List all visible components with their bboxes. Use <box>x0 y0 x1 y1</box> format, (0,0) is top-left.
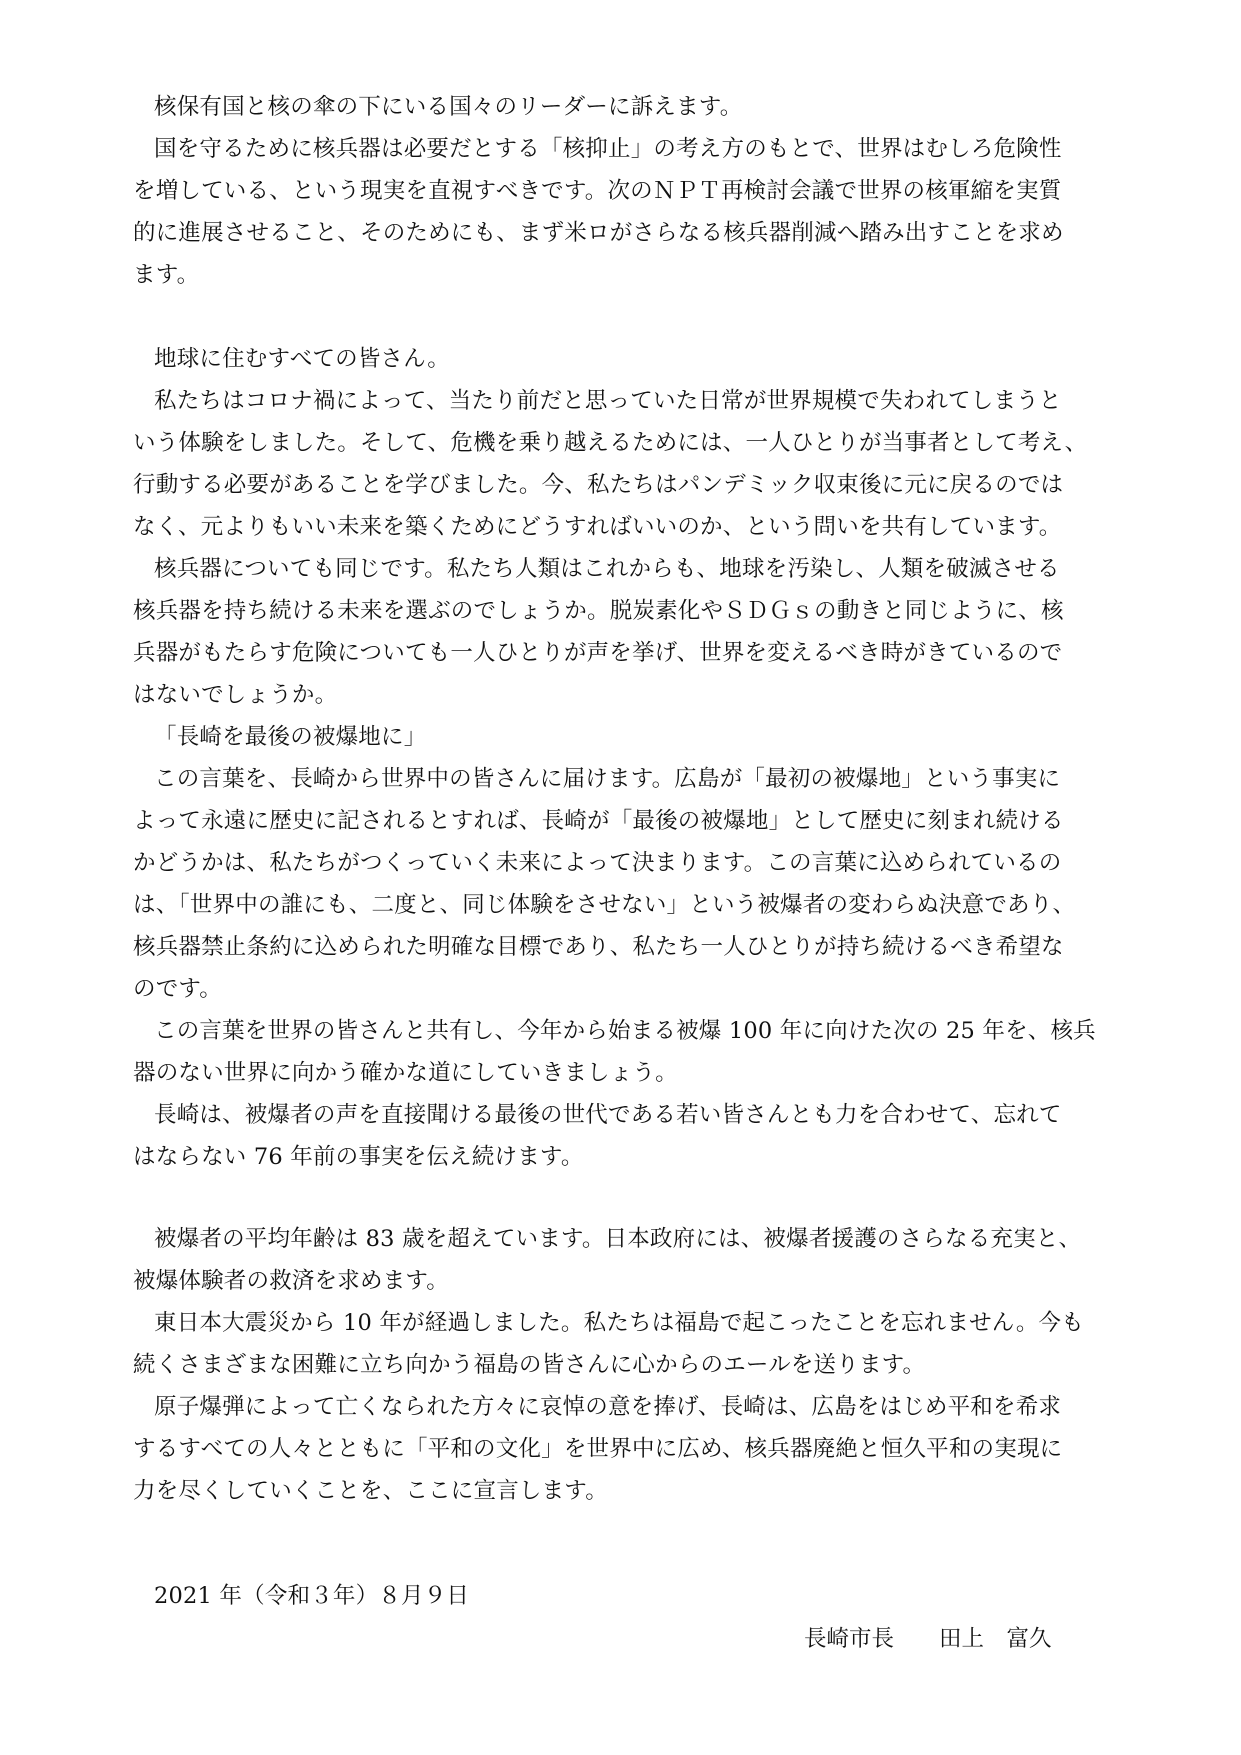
text-line: 兵器がもたらす危険についても一人ひとりが声を挙げ、世界を変えるべき時がきているので <box>133 640 1063 666</box>
signature-name: 田上 富久 <box>939 1626 1052 1652</box>
text-line: なく、元よりもいい未来を築くためにどうすればいいのか、という問いを共有しています。 <box>133 514 1062 540</box>
text-line: 的に進展させること、そのためにも、まず米ロがさらなる核兵器削減へ踏み出すことを求め <box>133 220 1064 246</box>
date-line: 2021 年（令和３年）８月９日 <box>154 1583 470 1609</box>
text-line: 私たちはコロナ禍によって、当たり前だと思っていた日常が世界規模で失われてしまうと <box>154 388 1062 414</box>
text-line: 核兵器を持ち続ける未来を選ぶのでしょうか。脱炭素化やＳＤＧｓの動きと同じように、核 <box>133 598 1064 624</box>
text-line: かどうかは、私たちがつくっていく未来によって決まります。この言葉に込められているの <box>133 850 1062 876</box>
text-line: はならない 76 年前の事実を伝え続けます。 <box>133 1144 584 1170</box>
text-line: いう体験をしました。そして、危機を乗り越えるためには、一人ひとりが当事者として考え、 <box>133 430 1088 456</box>
text-line: 原子爆弾によって亡くなられた方々に哀悼の意を捧げ、長崎は、広島をはじめ平和を希求 <box>154 1394 1062 1420</box>
text-line: 核兵器禁止条約に込められた明確な目標であり、私たち一人ひとりが持ち続けるべき希望な <box>133 934 1064 960</box>
text-line: この言葉を、長崎から世界中の皆さんに届けます。広島が「最初の被爆地」という事実に <box>154 766 1061 792</box>
text-line: 国を守るために核兵器は必要だとする「核抑止」の考え方のもとで、世界はむしろ危険性 <box>154 136 1062 162</box>
text-line: 行動する必要があることを学びました。今、私たちはパンデミック収束後に元に戻るのでは <box>133 472 1064 498</box>
text-line: 力を尽くしていくことを、ここに宣言します。 <box>133 1478 608 1504</box>
text-line: 器のない世界に向かう確かな道にしていきましょう。 <box>133 1060 678 1086</box>
text-line: 長崎は、被爆者の声を直接聞ける最後の世代である若い皆さんとも力を合わせて、忘れて <box>154 1102 1062 1128</box>
text-line: 被爆者の平均年齢は 83 歳を超えています。日本政府には、被爆者援護のさらなる充実と、 <box>154 1226 1082 1252</box>
text-line: 東日本大震災から 10 年が経過しました。私たちは福島で起こったことを忘れません。今も <box>154 1310 1084 1336</box>
text-line: のです。 <box>133 976 223 1002</box>
text-line: よって永遠に歴史に記されるとすれば、長崎が「最後の被爆地」として歴史に刻まれ続ける <box>133 808 1064 834</box>
text-line: するすべての人々とともに「平和の文化」を世界中に広め、核兵器廃絶と恒久平和の実現に <box>133 1436 1063 1462</box>
text-line: 核兵器についても同じです。私たち人類はこれからも、地球を汚染し、人類を破滅させる <box>154 556 1060 582</box>
text-line: 地球に住むすべての皆さん。 <box>154 346 451 372</box>
text-line: 核保有国と核の傘の下にいる国々のリーダーに訴えます。 <box>154 94 743 120</box>
text-line: 続くさまざまな困難に立ち向かう福島の皆さんに心からのエールを送ります。 <box>133 1352 926 1378</box>
text-line: 被爆体験者の救済を求めます。 <box>133 1268 450 1294</box>
text-line: この言葉を世界の皆さんと共有し、今年から始まる被爆 100 年に向けた次の 25 年を、核兵 <box>154 1018 1096 1044</box>
signature-line <box>804 1624 1052 1654</box>
text-line: ます。 <box>133 262 200 288</box>
text-line: は、「世界中の誰にも、二度と、同じ体験をさせない」という被爆者の変わらぬ決意であり、 <box>133 892 1076 918</box>
text-line: を増している、という現実を直視すべきです。次のＮＰＴ再検討会議で世界の核軍縮を実質 <box>133 178 1062 204</box>
signature-title: 長崎市長 <box>804 1626 895 1652</box>
signature-gap <box>894 1626 939 1652</box>
text-line: 「長崎を最後の被爆地に」 <box>154 724 427 750</box>
text-line: はないでしょうか。 <box>133 682 338 708</box>
